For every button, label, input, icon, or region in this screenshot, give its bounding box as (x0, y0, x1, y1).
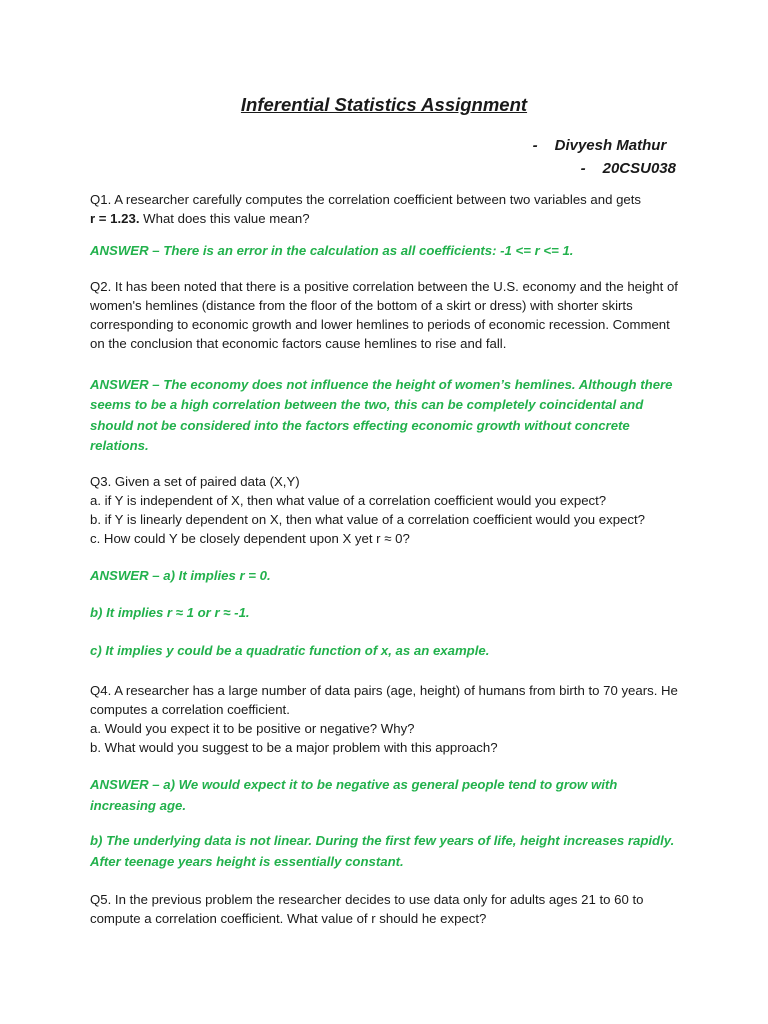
question-1-line-2 (90, 209, 680, 228)
question-2-text: Q2. It has been noted that there is a positive correlation between the U.S. economy and the height of women's hemlines (distance from the floor of the bottom of a skirt or dress) with shorter skirts corresponding to economic growth and lower hemlines to periods of economic recession. Comment on the conclusion that economic factors cause hemlines to rise and fall. (90, 278, 678, 351)
question-5 (90, 890, 680, 928)
question-4-text: Q4. A researcher has a large number of data pairs (age, height) of humans from birth to 70 years. He computes a correlation coefficient. (90, 683, 678, 717)
answer-3-c: c) It implies y could be a quadratic function of x, as an example. (90, 642, 490, 658)
answer-3-b: b) It implies r ≈ 1 or r ≈ -1. (90, 605, 250, 620)
author-name: Divyesh Mathur (554, 137, 667, 154)
author-id: 20CSU038 (602, 160, 676, 177)
question-4 (90, 681, 680, 757)
question-3-part-b: b. if Y is linearly dependent on X, then what value of a correlation coefficient would you expect? (90, 511, 645, 527)
question-5-text: Q5. In the previous problem the researcher decides to use data only for adults ages 21 to 60 to compute a correlation coefficient. What value of r should he expect? (90, 892, 644, 926)
question-4-part-b: b. What would you suggest to be a major problem with this approach? (90, 740, 498, 755)
answer-3-a: ANSWER – a) It implies r = 0. (90, 567, 271, 583)
question-4-part-a: a. Would you expect it to be positive or negative? Why? (90, 721, 415, 736)
question-3-intro: Q3. Given a set of paired data (X,Y) (90, 473, 300, 489)
author-name-line (533, 134, 676, 157)
question-3 (90, 472, 680, 548)
document-body (90, 190, 680, 941)
answer-4-b: b) The underlying data is not linear. During the first few years of life, height increases rapidly. After teenage years height is essentially constant. (90, 833, 675, 869)
author-id-line (533, 157, 676, 180)
answer-2: ANSWER – The economy does not influence the height of women’s hemlines. Although there seems to be a high correlation between the two, this can be completely coincidental and should not be considered into the factors effecting economic growth without concrete relations. (90, 376, 673, 453)
answer-1: ANSWER – There is an error in the calculation as all coefficients: -1 <= r <= 1. (90, 243, 574, 258)
author-name-dash: - (532, 137, 538, 154)
author-id-dash: - (580, 160, 586, 177)
document-title: Inferential Statistics Assignment (240, 94, 528, 115)
question-1 (90, 190, 680, 228)
question-3-part-a: a. if Y is independent of X, then what value of a correlation coefficient would you expect? (90, 492, 607, 508)
author-block (533, 134, 676, 180)
question-3-part-c: c. How could Y be closely dependent upon X yet r ≈ 0? (90, 530, 410, 546)
question-1-line-2-rest: What does this value mean? (139, 211, 310, 226)
question-1-value: r = 1.23. (90, 211, 140, 226)
question-2 (90, 277, 680, 353)
question-1-line-1: Q1. A researcher carefully computes the correlation coefficient between two variables and gets (90, 192, 642, 207)
answer-4-a: ANSWER – a) We would expect it to be negative as general people tend to grow with increasing age. (90, 777, 618, 813)
